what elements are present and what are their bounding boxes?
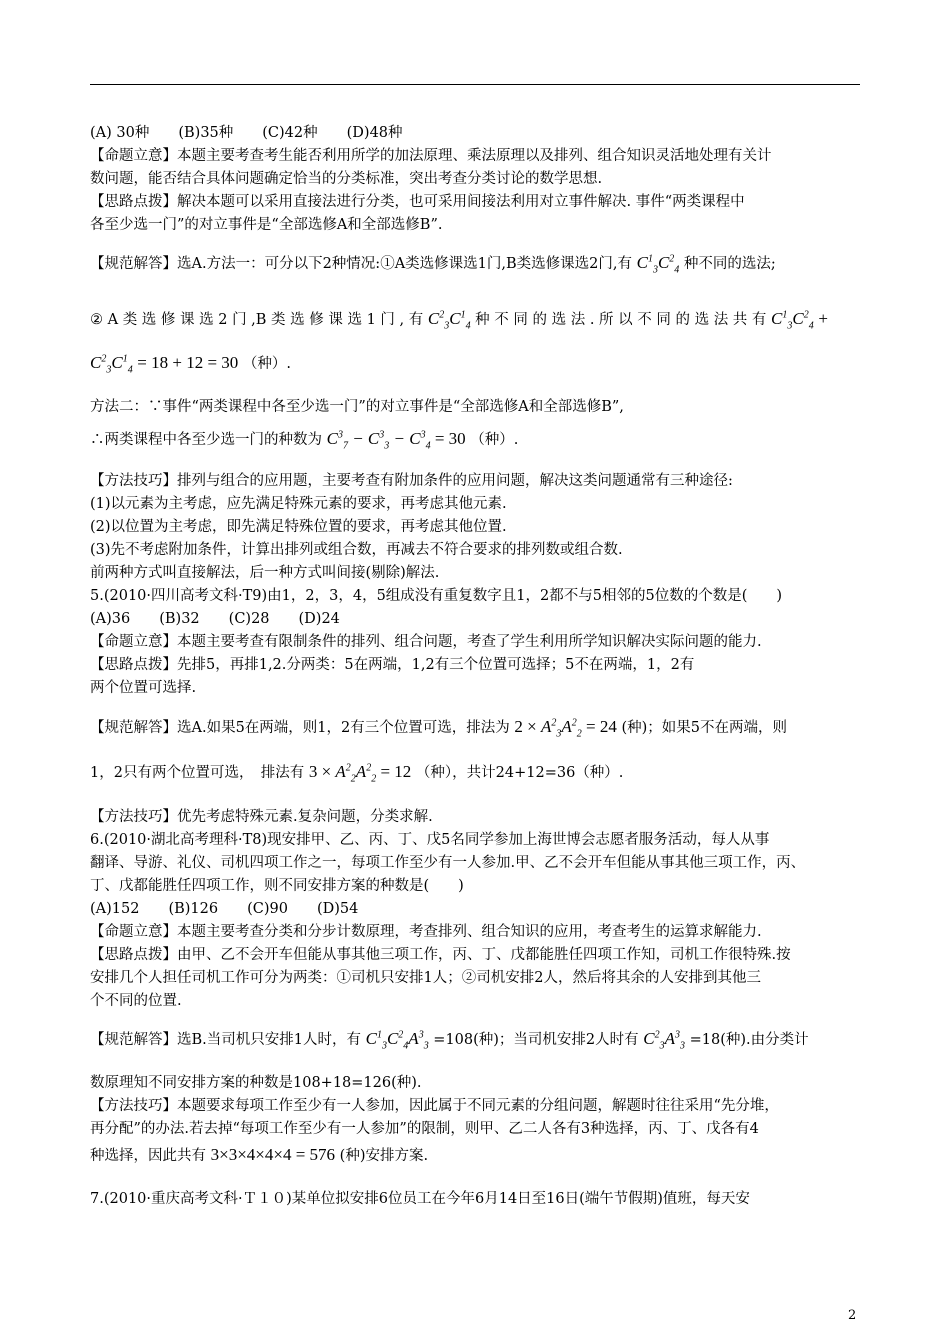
text-line: 【方法技巧】排列与组合的应用题，主要考查有附加条件的应用问题，解决这类问题通常有三种途径:	[90, 473, 733, 489]
text-run: 【规范解答】选B.当司机只安排1人时，有	[90, 1032, 361, 1048]
text-line	[90, 1028, 865, 1051]
text-line: 再分配”的办法.若去掉“每项工作至少有一人参加”的限制，则甲、乙二人各有3种选择，丙、丁、戊各有4	[90, 1121, 759, 1137]
header-rule	[90, 84, 860, 85]
text-line	[90, 308, 865, 331]
text-line: 【命题立意】本题主要考查有限制条件的排列、组合问题，考查了学生利用所学知识解决实际问题的能力.	[90, 634, 762, 650]
text-line: 各至少选一门”的对立事件是“全部选修A和全部选修B”.	[90, 217, 443, 233]
text-run: （种）.	[470, 432, 519, 448]
formula-5a: $2 \times A^2_3A^2_2 = 24$	[514, 717, 617, 740]
text-line: 数问题，能否结合具体问题确定恰当的分类标准，突出考查分类讨论的数学思想.	[90, 171, 603, 187]
formula-6c: 3×3×4×4×4 = 576	[210, 1145, 336, 1164]
text-line: 【思路点拨】解决本题可以采用直接法进行分类，也可采用间接法利用对立事件解决. 事件“两类课程中	[90, 194, 745, 210]
text-line	[90, 428, 865, 451]
text-line: 【思路点拨】先排5，再排1,2.分两类：5在两端，1,2有三个位置可选择；5不在两端，1，2有	[90, 657, 695, 673]
text-line: (3)先不考虑附加条件，计算出排列或组合数，再减去不符合要求的排列数或组合数.	[90, 542, 623, 558]
text-line: 数原理知不同安排方案的种数是108+18=126(种).	[90, 1075, 422, 1091]
text-run: (种)安排方案.	[339, 1148, 429, 1164]
text-run: ② A 类 选 修 课 选 2 门 ,B 类 选 修 课 选 1 门 , 有	[90, 312, 424, 328]
text-line: 6.(2010·湖北高考理科·T8)现安排甲、乙、丙、丁、戊5名同学参加上海世博会志愿者服务活动，每人从事	[90, 832, 770, 848]
formula-complement: $C^3_7 - C^3_3 - C^3_4 = 30$	[326, 429, 466, 452]
text-run: 【规范解答】选A.如果5在两端，则1，2有三个位置可选，排法为	[90, 720, 510, 736]
text-line	[90, 1144, 865, 1167]
formula-sum: $C^2_3C^1_4$	[90, 353, 133, 376]
text-line: (1)以元素为主考虑，应先满足特殊元素的要求，再考虑其他元素.	[90, 496, 507, 512]
text-line: 【思路点拨】由甲、乙不会开车但能从事其他三项工作，丙、丁、戊都能胜任四项工作知，司机工作很特殊.按	[90, 947, 791, 963]
text-line: (A)152 (B)126 (C)90 (D)54	[90, 901, 359, 917]
text-line: (A)36 (B)32 (C)28 (D)24	[90, 611, 340, 627]
formula-5b: $3 \times A^2_2A^2_2 = 12$	[308, 762, 412, 785]
text-line: 方法二：∵事件“两类课程中各至少选一门”的对立事件是“全部选修A和全部选修B”,	[90, 399, 624, 415]
text-line: 7.(2010·重庆高考文科·Ｔ１０)某单位拟安排6位员工在今年6月14日至16日(端午节假期)值班，每天安	[90, 1191, 750, 1207]
text-line	[90, 352, 865, 375]
text-run: 1，2只有两个位置可选， 排法有	[90, 765, 305, 781]
text-run: ∴两类课程中各至少选一门的种数为	[90, 432, 322, 448]
formula-6a: $C^1_3C^2_4A^3_3$	[365, 1029, 429, 1052]
text-line: 翻译、导游、礼仪、司机四项工作之一，每项工作至少有一人参加.甲、乙不会开车但能从事其他三项工作，丙、	[90, 855, 806, 871]
formula-c31c42: $C^1_3C^2_4$	[636, 253, 680, 276]
text-line: 【命题立意】本题主要考查分类和分步计数原理，考查排列、组合知识的应用，考查考生的运算求解能力.	[90, 924, 762, 940]
text-run: =108(种)；当司机安排2人时有	[433, 1032, 639, 1048]
text-run: 种不同的选法;	[683, 256, 776, 272]
text-line: 两个位置可选择.	[90, 680, 197, 696]
text-run: =18(种).由分类计	[689, 1032, 809, 1048]
text-line: (A) 30种 (B)35种 (C)42种 (D)48种	[90, 125, 403, 141]
text-line	[90, 252, 865, 275]
text-line: 5.(2010·四川高考文科·T9)由1，2，3，4，5组成没有重复数字且1，2都不与5相邻的5位数的个数是( )	[90, 588, 783, 604]
text-run: 种 不 同 的 选 法 . 所 以 不 同 的 选 法 共 有	[475, 312, 767, 328]
text-line: 前两种方式叫直接解法，后一种方式叫间接(剔除)解法.	[90, 565, 440, 581]
text-line	[90, 716, 865, 739]
page-number: 2	[848, 1308, 857, 1323]
text-run: 种选择，因此共有	[90, 1148, 206, 1164]
text-line: 个不同的位置.	[90, 993, 182, 1009]
text-line: 【方法技巧】本题要求每项工作至少有一人参加，因此属于不同元素的分组问题，解题时往往采用“先分堆，	[90, 1098, 779, 1114]
formula-sum-rest: = 18 + 12 = 30	[137, 353, 239, 372]
text-line: (2)以位置为主考虑，即先满足特殊位置的要求，再考虑其他位置.	[90, 519, 507, 535]
formula-6b: $C^2_3A^3_3$	[643, 1029, 686, 1052]
text-line	[90, 761, 865, 784]
text-line: 丁、戊都能胜任四项工作，则不同安排方案的种数是( )	[90, 878, 464, 894]
text-run: （种），共计24+12=36（种）.	[415, 765, 624, 781]
formula-plus: +	[818, 309, 828, 328]
formula-c31c42: $C^1_3C^2_4$	[771, 309, 814, 332]
text-line: 安排几个人担任司机工作可分为两类：①司机只安排1人；②司机安排2人，然后将其余的人安排到其他三	[90, 970, 761, 986]
text-run: (种)；如果5不在两端，则	[621, 720, 787, 736]
text-line: 【命题立意】本题主要考查考生能否利用所学的加法原理、乘法原理以及排列、组合知识灵活地处理有关计	[90, 148, 772, 164]
text-run: 【规范解答】选A.方法一：可分以下2种情况:①A类选修课选1门,B类选修课选2门,有	[90, 256, 632, 272]
text-run: （种）.	[242, 356, 292, 372]
text-line: 【方法技巧】优先考虑特殊元素.复杂问题，分类求解.	[90, 809, 433, 825]
formula-c32c41: $C^2_3C^1_4$	[427, 309, 471, 332]
